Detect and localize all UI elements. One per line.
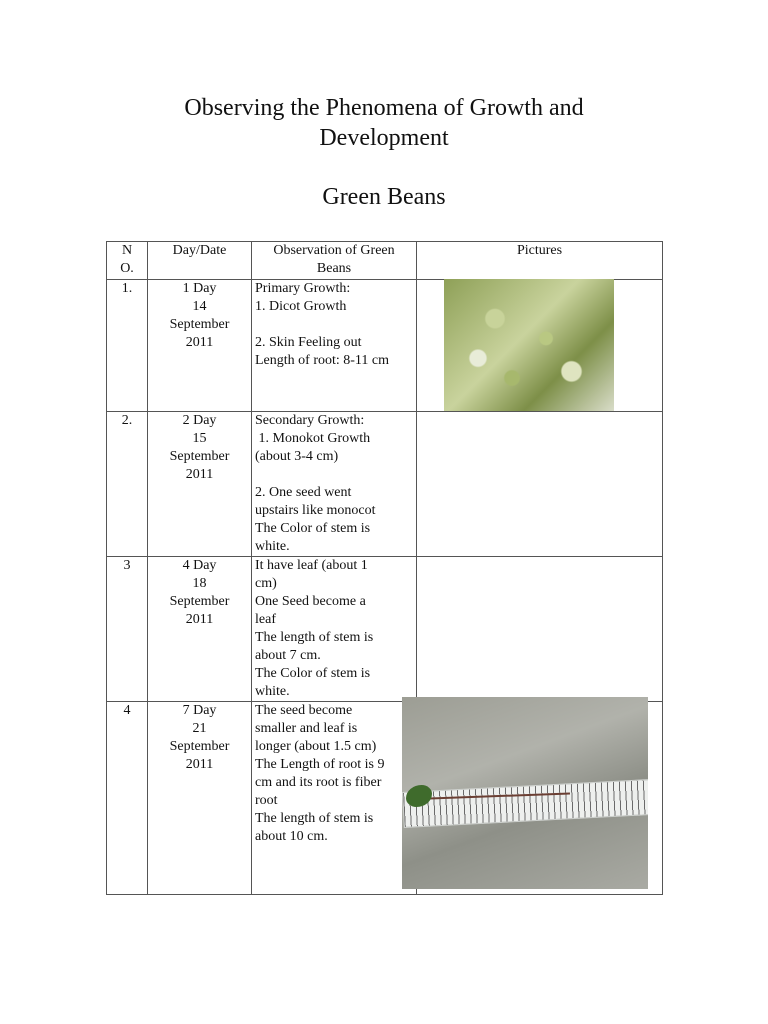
row-number: 2. — [107, 412, 148, 557]
observation-line: Secondary Growth: — [255, 413, 365, 428]
day-line: 7 Day — [182, 703, 217, 718]
observation-line: It have leaf (about 1 — [255, 558, 368, 573]
observation-line: cm and its root is fiber — [255, 775, 382, 790]
observation-line: The Color of stem is — [255, 521, 371, 536]
header-observation — [252, 242, 417, 280]
header-pictures-line: Pictures — [516, 243, 563, 258]
day-line: 2011 — [185, 335, 214, 350]
observation-line: leaf — [255, 612, 276, 627]
row-picture-cell — [417, 557, 663, 702]
observation-line: The Length of root is 9 — [255, 757, 385, 772]
observation-line: Primary Growth: — [255, 281, 351, 296]
observation-line: One Seed become a — [255, 594, 366, 609]
table-row — [107, 557, 663, 702]
document-title-line-1: Observing the Phenomena of Growth and — [184, 95, 584, 121]
day-line: 18 — [192, 576, 207, 591]
header-observation-line: Observation of Green — [273, 243, 395, 258]
observation-line: about 7 cm. — [255, 648, 321, 663]
day-line: 2 Day — [182, 413, 217, 428]
day-line: 4 Day — [182, 558, 217, 573]
observation-line: The length of stem is — [255, 630, 374, 645]
observation-line: The seed become — [255, 703, 353, 718]
observation-line: white. — [255, 539, 290, 554]
observation-line: (about 3-4 cm) — [255, 449, 339, 464]
observation-line: 2. One seed went — [255, 485, 352, 500]
observation-line: The length of stem is — [255, 811, 374, 826]
header-day — [148, 242, 252, 280]
seedling-with-ruler-photo — [402, 697, 648, 889]
observation-line: Length of root: 8-11 cm — [255, 353, 390, 368]
row-observation — [252, 702, 417, 895]
day-line: 2011 — [185, 757, 214, 772]
observation-line: 1. Dicot Growth — [255, 299, 347, 314]
observation-line: cm) — [255, 576, 277, 591]
row-day — [148, 702, 252, 895]
header-observation-line: Beans — [316, 261, 352, 276]
day-line: September — [169, 317, 230, 332]
header-no-line: O. — [120, 261, 134, 276]
day-line: 2011 — [185, 612, 214, 627]
observation-line: longer (about 1.5 cm) — [255, 739, 377, 754]
header-pictures — [417, 242, 663, 280]
row-number: 3 — [107, 557, 148, 702]
row-number: 4 — [107, 702, 148, 895]
document-subtitle: Green Beans — [322, 184, 446, 210]
observation-line: root — [255, 793, 278, 808]
day-line: 21 — [192, 721, 207, 736]
table-header-row — [107, 242, 663, 280]
day-line: September — [169, 449, 230, 464]
header-no-line: N — [121, 243, 133, 258]
row-day — [148, 280, 252, 412]
row-observation — [252, 280, 417, 412]
table-row — [107, 412, 663, 557]
ruler-image — [402, 779, 648, 828]
header-no — [107, 242, 148, 280]
observation-line: The Color of stem is — [255, 666, 371, 681]
day-line: 15 — [192, 431, 207, 446]
observation-line: about 10 cm. — [255, 829, 328, 844]
row-observation — [252, 412, 417, 557]
observation-line: upstairs like monocot — [255, 503, 376, 518]
header-day-line: Day/Date — [172, 243, 227, 258]
row-picture-cell — [417, 412, 663, 557]
observation-line: smaller and leaf is — [255, 721, 358, 736]
observation-line — [255, 466, 413, 484]
green-bean-sprouts-photo — [444, 279, 614, 411]
document-title-line-2: Development — [319, 125, 449, 151]
row-day — [148, 412, 252, 557]
observation-line: 2. Skin Feeling out — [255, 335, 362, 350]
day-line: 1 Day — [182, 281, 217, 296]
observation-line — [255, 316, 413, 334]
observation-line: white. — [255, 684, 290, 699]
row-number: 1. — [107, 280, 148, 412]
row-observation — [252, 557, 417, 702]
observation-line: 1. Monokot Growth — [255, 431, 371, 446]
day-line: September — [169, 594, 230, 609]
day-line: 14 — [192, 299, 207, 314]
day-line: 2011 — [185, 467, 214, 482]
row-day — [148, 557, 252, 702]
day-line: September — [169, 739, 230, 754]
